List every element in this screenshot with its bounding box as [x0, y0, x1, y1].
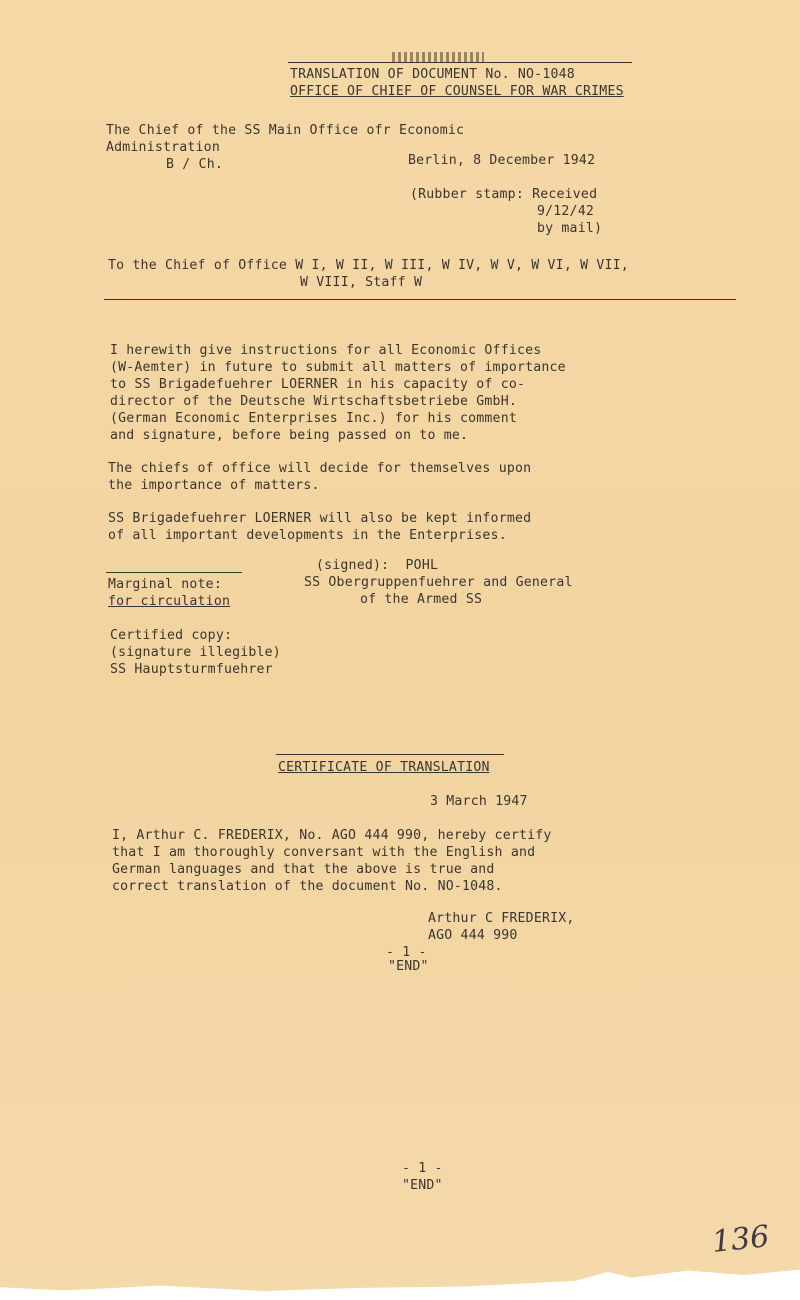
sender-line-1: The Chief of the SS Main Office ofr Economic [106, 123, 465, 138]
footer-end-mark: "END" [402, 1178, 443, 1193]
header-rule-top [288, 62, 632, 63]
stamp-line-3: by mail) [537, 221, 603, 236]
certified-line-2: (signature illegible) [110, 645, 281, 660]
stamp-line-2: 9/12/42 [537, 204, 594, 219]
certificate-line-1: I, Arthur C. FREDERIX, No. AGO 444 990, hereby certify [112, 828, 552, 843]
stamp-line-1: (Rubber stamp: Received [410, 187, 598, 202]
certificate-title: CERTIFICATE OF TRANSLATION [278, 760, 490, 775]
body-p1-line-6: and signature, before being passed on to me. [110, 428, 469, 443]
certificate-date: 3 March 1947 [430, 794, 528, 809]
header-office: OFFICE OF CHIEF OF COUNSEL FOR WAR CRIMES [290, 84, 624, 99]
body-p2-line-1: The chiefs of office will decide for themselves upon [108, 461, 532, 476]
addressee-rule [104, 299, 736, 300]
translator-name: Arthur C FREDERIX, [428, 911, 575, 926]
body-p1-line-3: to SS Brigadefuehrer LOERNER in his capacity of co- [110, 377, 526, 392]
header-title: TRANSLATION OF DOCUMENT No. NO-1048 [290, 67, 575, 82]
sender-line-2: Administration [106, 140, 220, 155]
certificate-page-number: - 1 - [386, 945, 427, 960]
torn-edge [0, 1268, 800, 1300]
marginal-note-label: Marginal note: [108, 577, 222, 592]
certificate-line-3: German languages and that the above is true and [112, 862, 495, 877]
place-date: Berlin, 8 December 1942 [408, 153, 596, 168]
translator-number: AGO 444 990 [428, 928, 518, 943]
footer-page-number: - 1 - [402, 1161, 443, 1176]
certificate-line-4: correct translation of the document No. NO-1048. [112, 879, 503, 894]
body-p1-line-2: (W-Aemter) in future to submit all matters of importance [110, 360, 566, 375]
marginal-note-value: for circulation [108, 594, 231, 609]
signature-line-2: SS Obergruppenfuehrer and General [304, 575, 573, 590]
body-p2-line-2: the importance of matters. [108, 478, 320, 493]
body-p1-line-4: director of the Deutsche Wirtschaftsbetriebe GmbH. [110, 394, 517, 409]
marginal-rule [106, 572, 242, 573]
body-p3-line-2: of all important developments in the Enterprises. [108, 528, 507, 543]
addressee-line-2: W VIII, Staff W [300, 275, 423, 290]
addressee-line-1: To the Chief of Office W I, W II, W III, W IV, W V, W VI, W VII, [108, 258, 629, 273]
certificate-rule [276, 754, 504, 755]
body-p1-line-1: I herewith give instructions for all Economic Offices [110, 343, 542, 358]
signature-line-3: of the Armed SS [360, 592, 483, 607]
body-p1-line-5: (German Economic Enterprises Inc.) for his comment [110, 411, 517, 426]
ink-smudge [392, 52, 484, 62]
signature-line-1: (signed): POHL [316, 558, 439, 573]
certificate-line-2: that I am thoroughly conversant with the English and [112, 845, 536, 860]
certified-line-3: SS Hauptsturmfuehrer [110, 662, 273, 677]
certified-line-1: Certified copy: [110, 628, 233, 643]
body-p3-line-1: SS Brigadefuehrer LOERNER will also be kept informed [108, 511, 532, 526]
sender-reference: B / Ch. [166, 157, 223, 172]
certificate-end-mark: "END" [388, 959, 429, 974]
handwritten-page-number: 136 [710, 1219, 771, 1260]
